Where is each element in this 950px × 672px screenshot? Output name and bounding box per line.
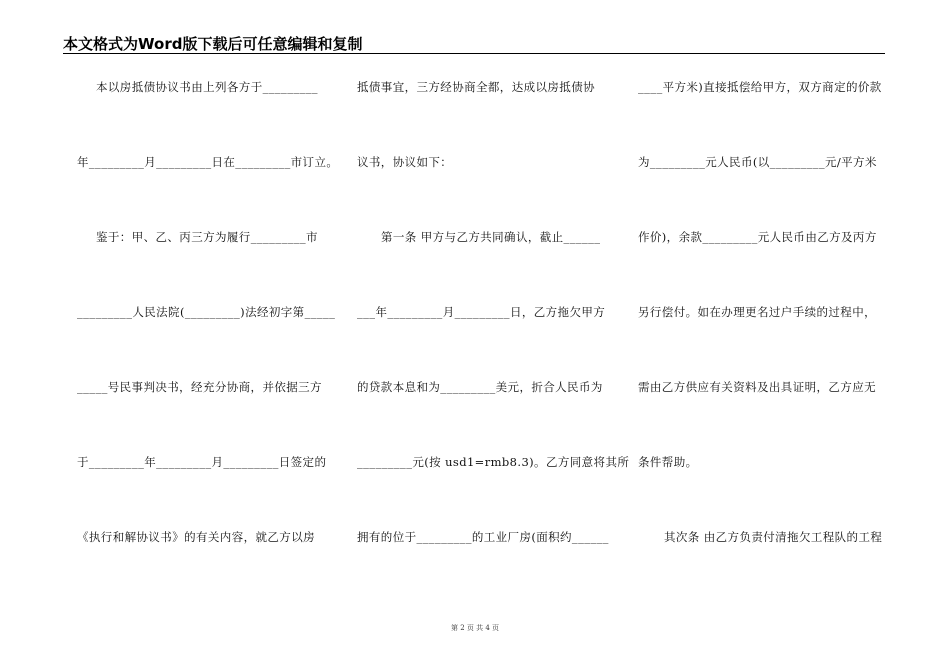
paragraph-line: 作价)，余款_________元人民币由乙方及丙方	[638, 230, 877, 244]
paragraph-line: 其次条 由乙方负责付清拖欠工程队的工程	[664, 530, 883, 544]
paragraph-line: 抵债事宜，三方经协商全都，达成以房抵债协	[357, 80, 595, 94]
paragraph-line: 为_________元人民币(以_________元/平方米	[638, 155, 877, 169]
paragraph-line: 拥有的位于_________的工业厂房(面积约______	[357, 530, 609, 544]
paragraph-line: 议书，协议如下：	[357, 155, 453, 169]
paragraph-line: 条件帮助。	[638, 455, 698, 469]
paragraph-line: 的贷款本息和为_________美元，折合人民币为	[357, 380, 603, 394]
paragraph-line: 于_________年_________月_________日签定的	[77, 455, 327, 469]
paragraph-line: _________元(按 usd1=rmb8.3)。乙方同意将其所	[357, 455, 630, 469]
paragraph-line: 本以房抵债协议书由上列各方于_________	[96, 80, 318, 94]
paragraph-line: 另行偿付。如在办理更名过户手续的过程中，	[638, 305, 876, 319]
paragraph-line: 《执行和解协议书》的有关内容，就乙方以房	[77, 530, 315, 544]
header-title: 本文格式为Word版下载后可任意编辑和复制	[63, 35, 363, 53]
paragraph-line: 年_________月_________日在_________市订立。	[77, 155, 339, 169]
page-number: 第 2 页 共 4 页	[450, 624, 500, 632]
header-divider	[63, 53, 885, 54]
paragraph-line: _________人民法院(_________)法经初字第_____	[77, 305, 336, 319]
paragraph-line: 鉴于：甲、乙、丙三方为履行_________市	[96, 230, 318, 244]
paragraph-line: ___年_________月_________日，乙方拖欠甲方	[357, 305, 606, 319]
paragraph-line: _____号民事判决书，经充分协商，并依据三方	[77, 380, 322, 394]
paragraph-line: ____平方米)直接抵偿给甲方，双方商定的价款	[638, 80, 882, 94]
paragraph-line: 需由乙方供应有关资料及出具证明，乙方应无	[638, 380, 876, 394]
paragraph-line: 第一条 甲方与乙方共同确认，截止______	[381, 230, 601, 244]
